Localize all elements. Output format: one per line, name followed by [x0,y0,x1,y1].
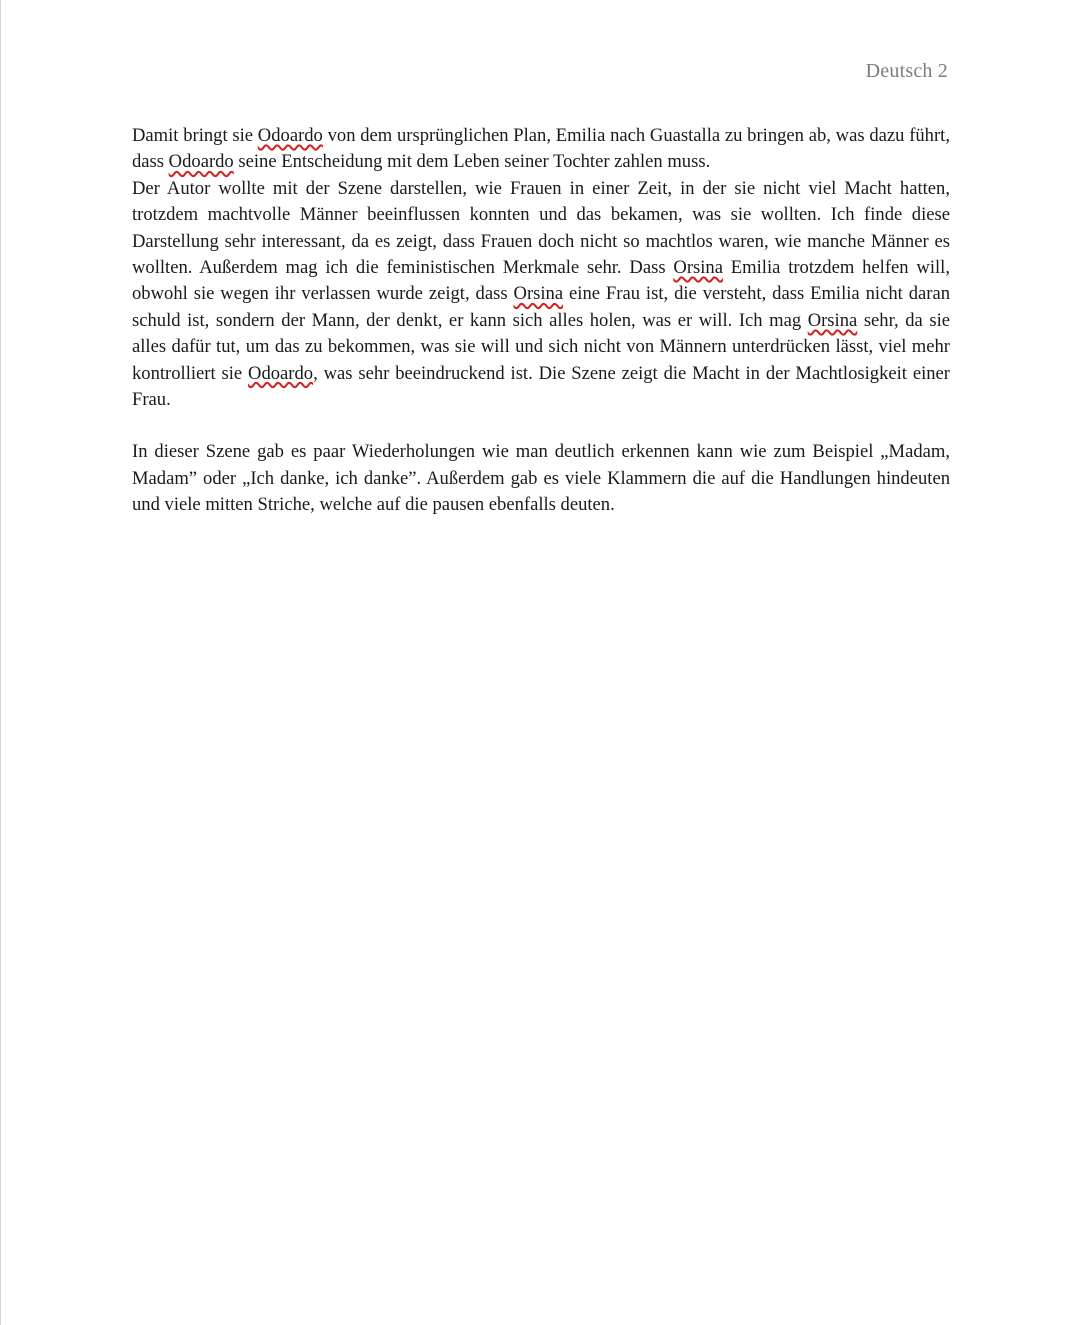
paragraph [132,123,950,176]
text-run: sehr, da sie alles dafür tut, um das zu bekommen, was sie will und sich nicht von Männern unterdrücken lässt, viel mehr kontrolliert sie [132,309,950,384]
text-run: , was sehr beeindruckend ist. Die Szene zeigt die Macht in der Machtlosigkeit einer Frau. [132,362,950,411]
misspelled-word[interactable]: Odoardo [168,151,234,173]
paragraph [132,439,950,518]
misspelled-word[interactable]: Odoardo [257,125,323,146]
misspelled-word[interactable]: Orsina [513,283,564,305]
text-run: In dieser Szene gab es paar Wiederholungen wie man deutlich erkennen kann wie zum Beispiel „Madam, Madam” oder „Ich danke, ich danke”. Außerdem gab es viele Klammern die auf die Handlungen hindeuten und viele mitten Striche, welche auf die pausen ebenfalls deuten. [132,441,950,516]
misspelled-word[interactable]: Orsina [807,309,858,331]
text-run: von dem ursprünglichen Plan, Emilia nach Guastalla zu bringen ab, was dazu führt, dass [132,125,950,173]
text-run: eine Frau ist, die versteht, dass Emilia nicht daran schuld ist, sondern der Mann, der denkt, er kann sich alles holen, was er will. Ich mag [132,283,951,331]
misspelled-word[interactable]: Orsina [673,257,723,279]
page-header: Deutsch 2 [865,60,948,82]
text-run: Der Autor wollte mit der Szene darstellen, wie Frauen in einer Zeit, in der sie nicht viel Macht hatten, trotzdem machtvolle Männer beeinflussen konnten und das bekamen, was sie wollten. Ich finde diese Darstellung sehr interessant, da es zeigt, dass Frauen doch nicht so machtlos waren, wie manche Männer es wollten. Außerdem mag ich die feministischen Merkmale sehr. Dass [132,177,950,279]
text-run: Damit bringt sie [132,125,258,146]
text-run: seine Entscheidung mit dem Leben seiner Tochter zahlen muss. [233,151,711,173]
text-run: Emilia trotzdem helfen will, obwohl sie wegen ihr verlassen wurde zeigt, dass [132,257,950,305]
misspelled-word[interactable]: Odoardo [248,362,314,384]
paragraph [132,176,950,414]
document-body [132,123,950,519]
page-edge [0,0,1,1325]
